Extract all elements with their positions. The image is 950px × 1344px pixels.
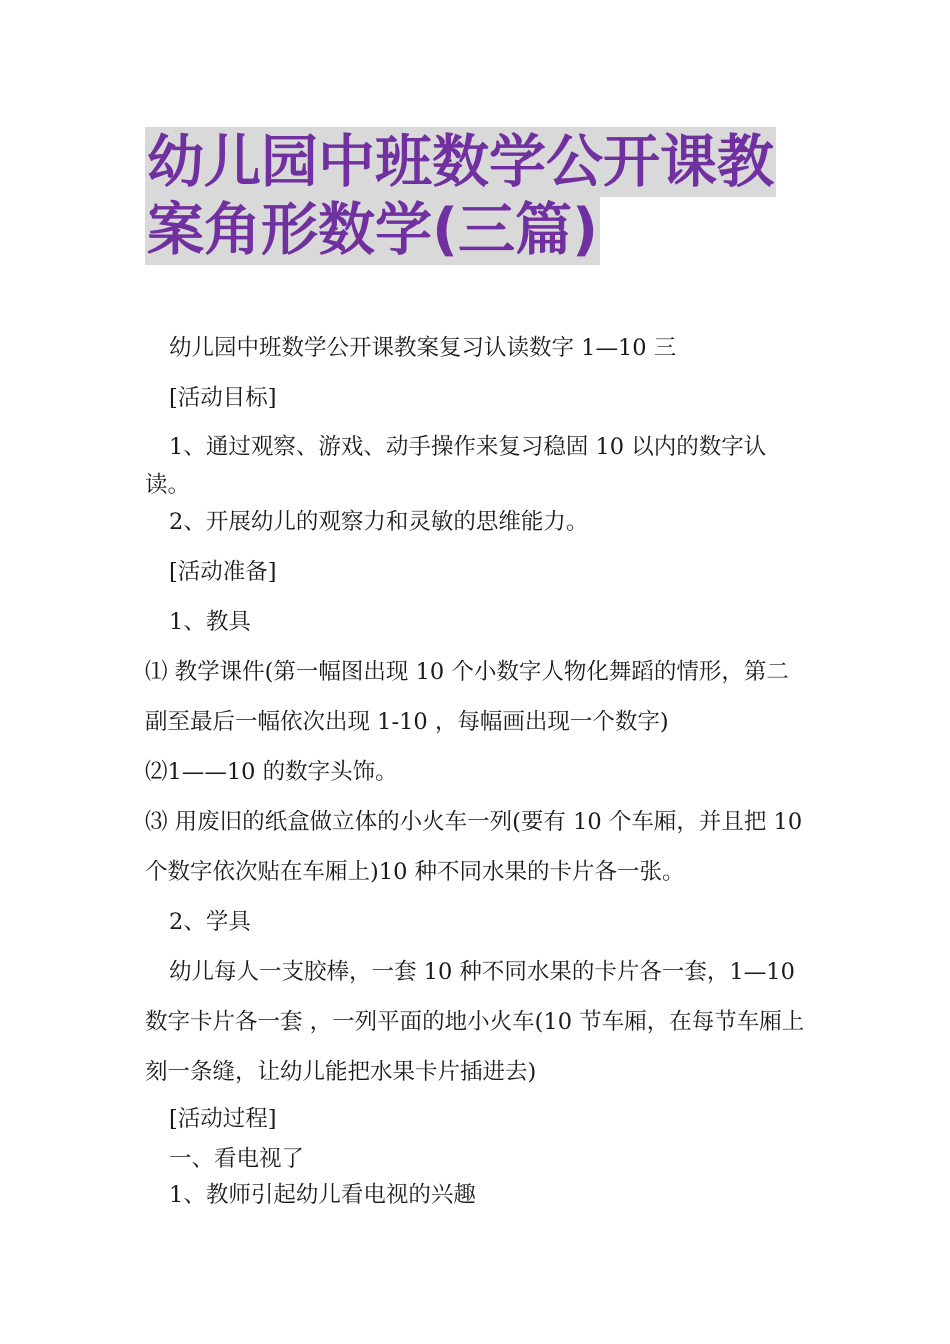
paragraph-aid-2: ⑵1——10 的数字头饰。: [145, 759, 398, 785]
paragraph-heading-prep: [活动准备]: [169, 559, 277, 585]
paragraph-step-1-1: 1、教师引起幼儿看电视的兴趣: [169, 1182, 476, 1208]
paragraph-learning-aids: 2、学具: [169, 909, 251, 935]
paragraph-heading-process: [活动过程]: [169, 1106, 277, 1132]
paragraph-step-1: 一、看电视了: [169, 1146, 305, 1172]
document-title: [145, 128, 815, 264]
paragraph-aid-3: ⑶ 用废旧的纸盒做立体的小火车一列(要有 10 个车厢，并且把 10 个数字依次贴在车厢上)10 种不同水果的卡片各一张。: [145, 809, 803, 885]
paragraph-learning-aids-detail: 幼儿每人一支胶棒，一套 10 种不同水果的卡片各一套，1—10 数字卡片各一套 ，一列平面的地小火车(10 节车厢，在每节车厢上刻一条缝，让幼儿能把水果卡片插进去): [145, 959, 805, 1085]
paragraph-subtitle: 幼儿园中班数学公开课教案复习认读数字 1—10 三: [169, 335, 677, 361]
title-line-1: 幼儿园中班数学公开课教: [147, 129, 774, 195]
title-line-2: 案角形数学(三篇): [147, 197, 599, 263]
paragraph-aid-1: ⑴ 教学课件(第一幅图出现 10 个小数字人物化舞蹈的情形，第二副至最后一幅依次出现 1-10 ，每幅画出现一个数字): [145, 659, 789, 735]
paragraph-goal-1: 1、通过观察、游戏、动手操作来复习稳固 10 以内的数字认读。: [145, 434, 767, 498]
paragraph-goal-2: 2、开展幼儿的观察力和灵敏的思维能力。: [169, 509, 589, 535]
paragraph-heading-goals: [活动目标]: [169, 385, 277, 411]
paragraph-teaching-aids: 1、教具: [169, 609, 251, 635]
